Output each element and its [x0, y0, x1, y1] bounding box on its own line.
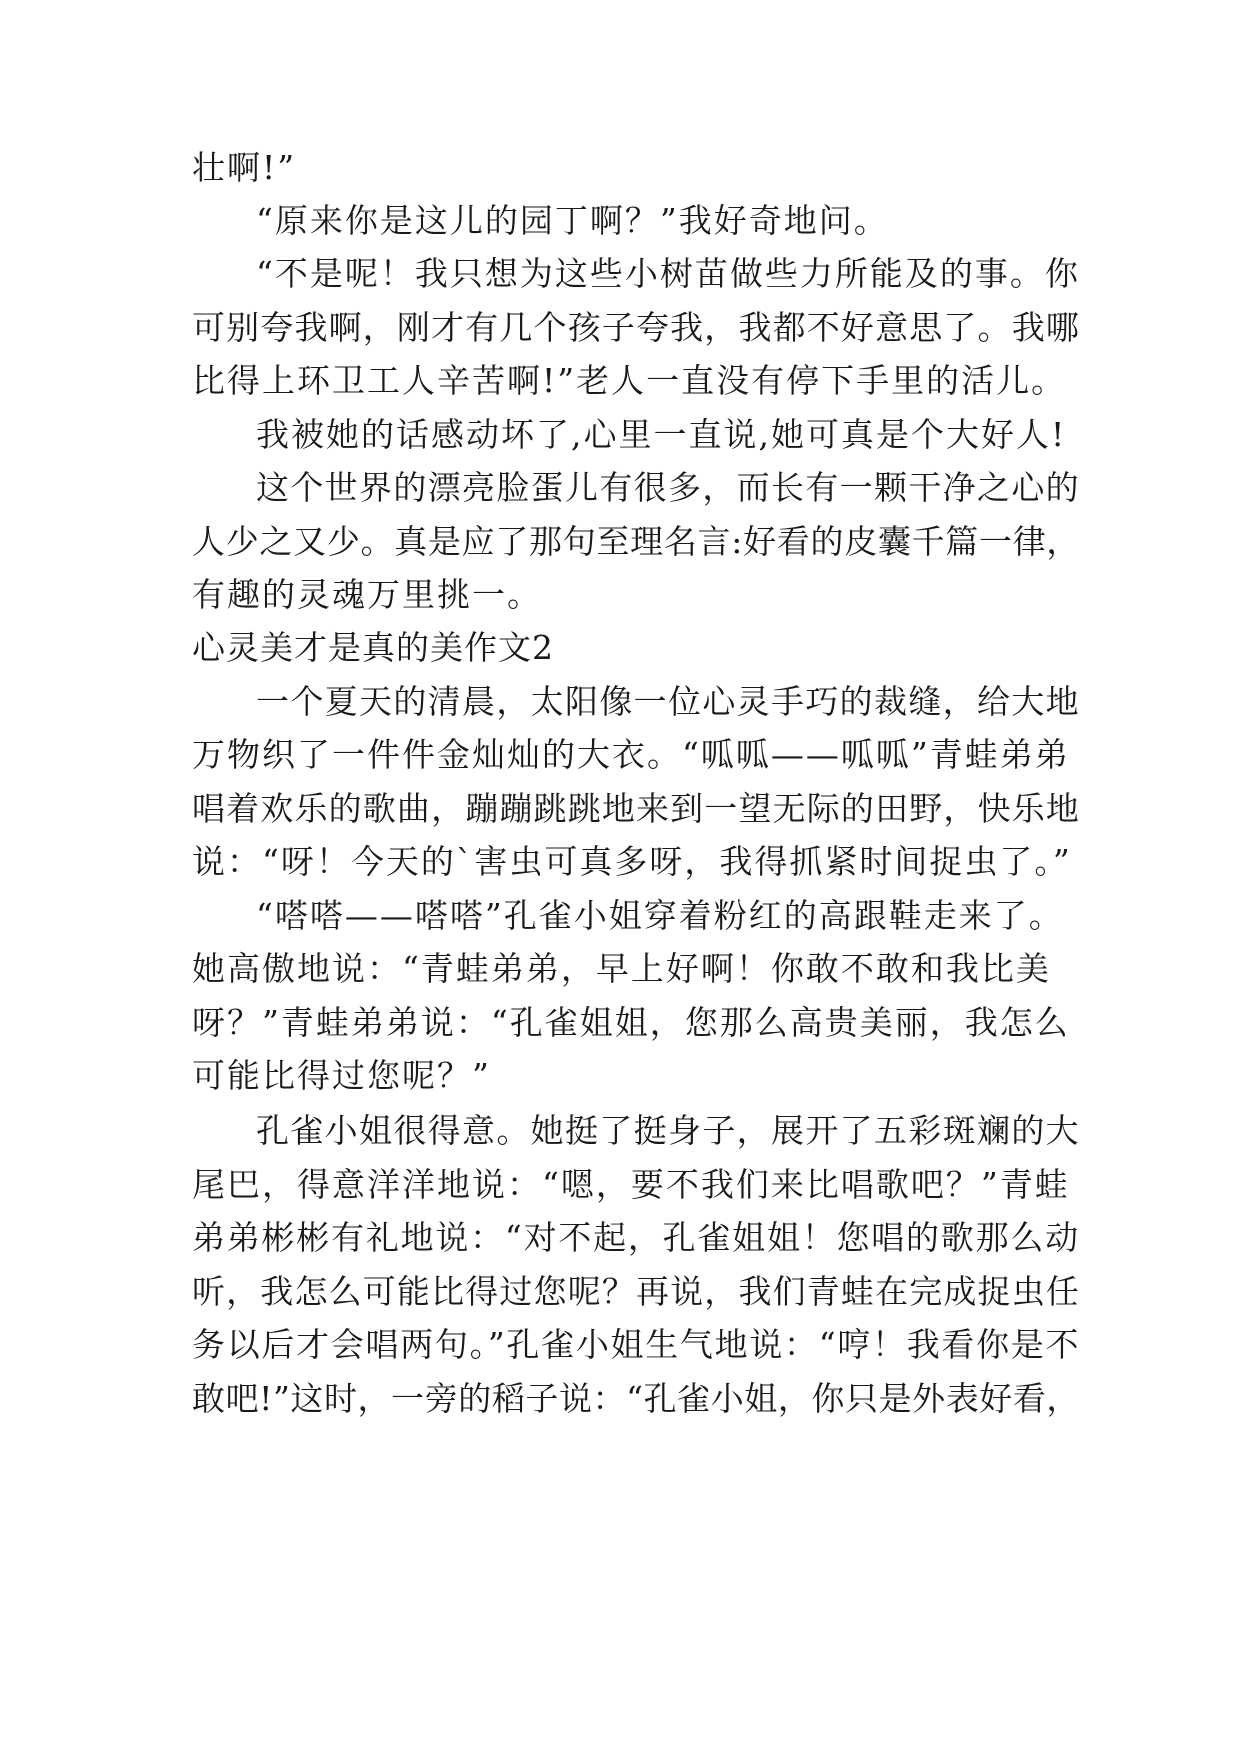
text-line: 万物织了一件件金灿灿的大衣。“呱呱——呱呱”青蛙弟弟 — [192, 735, 1070, 774]
section-heading: 心灵美才是真的美作文2 — [192, 628, 554, 667]
text-line: 说：“呀！今天的`害虫可真多呀，我得抓紧时间捉虫了。” — [192, 842, 1072, 881]
text-line: 呀？”青蛙弟弟说：“孔雀姐姐，您那么高贵美丽，我怎么 — [192, 1003, 1070, 1042]
text-line: 务以后才会唱两句。”孔雀小姐生气地说：“哼！我看你是不 — [192, 1325, 1081, 1364]
text-line: “嗒嗒——嗒嗒”孔雀小姐穿着粉红的高跟鞋走来了。 — [256, 896, 1064, 935]
text-line: 唱着欢乐的歌曲，蹦蹦跳跳地来到一望无际的田野，快乐地 — [192, 789, 1080, 828]
text-line: 尾巴，得意洋洋地说：“嗯，要不我们来比唱歌吧？”青蛙 — [192, 1165, 1070, 1204]
text-line: 一个夏天的清晨，太阳像一位心灵手巧的裁缝，给大地 — [256, 682, 1080, 721]
text-line: 弟弟彬彬有礼地说：“对不起，孔雀姐姐！您唱的歌那么动 — [192, 1218, 1080, 1257]
text-line: 她高傲地说：“青蛙弟弟，早上好啊！你敢不敢和我比美 — [192, 949, 1051, 988]
text-line: 我被她的话感动坏了,心里一直说,她可真是个大好人! — [256, 415, 1067, 454]
text-line: 有趣的灵魂万里挑一。 — [192, 575, 542, 614]
text-line: “原来你是这儿的园丁啊？”我好奇地问。 — [256, 201, 889, 240]
text-line: 可能比得过您呢？” — [192, 1056, 491, 1095]
text-line: 人少之又少。真是应了那句至理名言:好看的皮囊千篇一律， — [192, 522, 1081, 561]
text-line: 敢吧!”这时，一旁的稻子说：“孔雀小姐，你只是外表好看， — [192, 1379, 1081, 1418]
text-line: 比得上环卫工人辛苦啊!”老人一直没有停下手里的活儿。 — [192, 361, 1067, 400]
text-line: 可别夸我啊，刚才有几个孩子夸我，我都不好意思了。我哪 — [192, 308, 1080, 347]
text-line: 听，我怎么可能比得过您呢？再说，我们青蛙在完成捉虫任 — [192, 1272, 1080, 1311]
text-line: “不是呢！我只想为这些小树苗做些力所能及的事。你 — [256, 254, 1080, 293]
text-line: 壮啊!” — [192, 148, 297, 187]
text-line: 孔雀小姐很得意。她挺了挺身子，展开了五彩斑斓的大 — [256, 1111, 1080, 1150]
text-line: 这个世界的漂亮脸蛋儿有很多，而长有一颗干净之心的 — [256, 468, 1080, 507]
